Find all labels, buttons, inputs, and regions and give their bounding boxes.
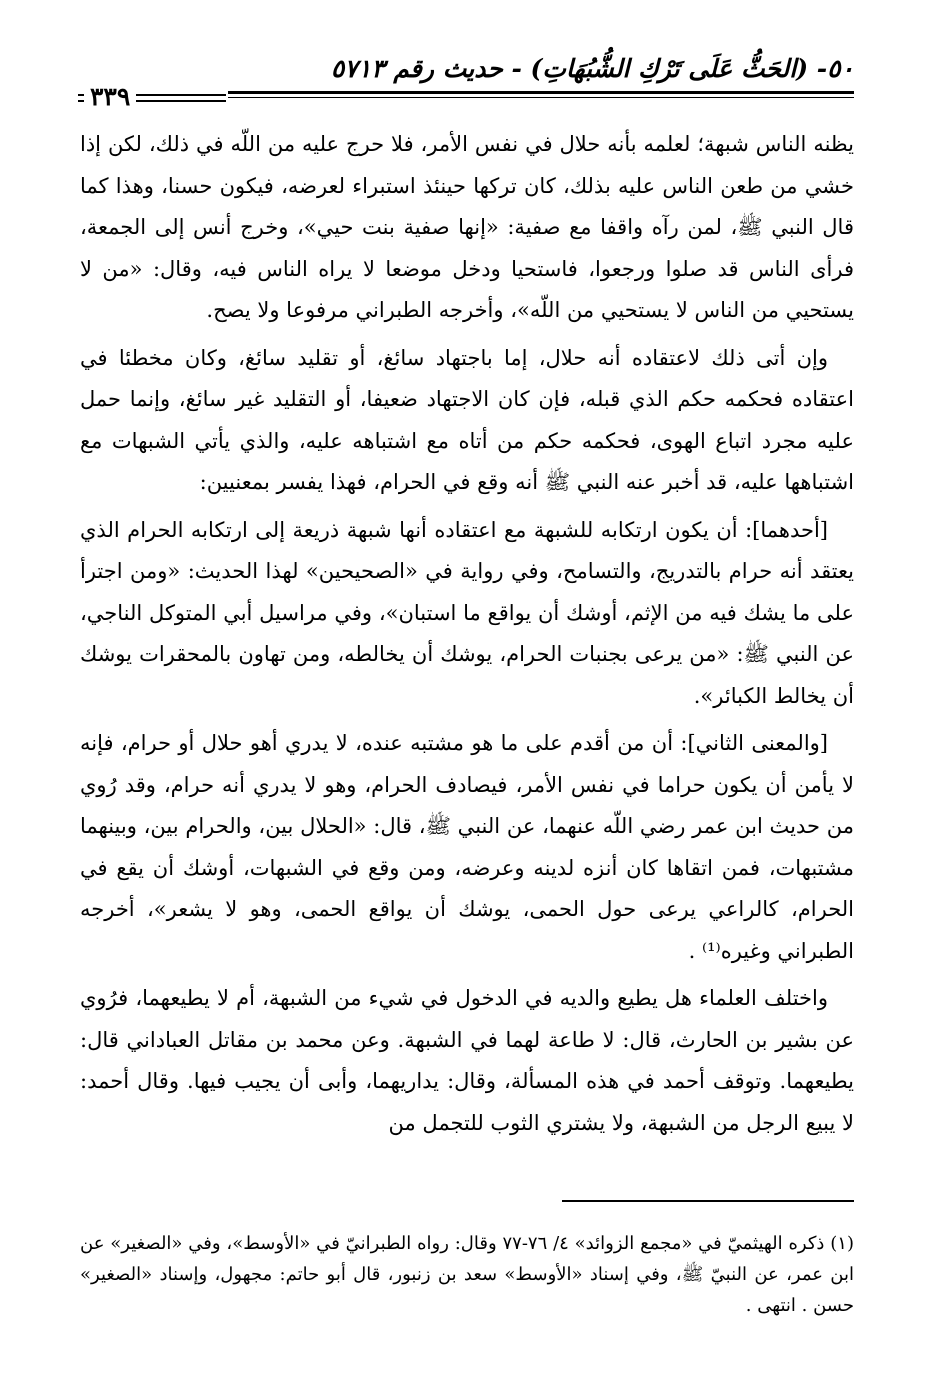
page-number: ٣٣٩	[84, 82, 136, 111]
header-rule-thin	[228, 97, 854, 98]
paragraph: يظنه الناس شبهة؛ لعلمه بأنه حلال في نفس الأمر، فلا حرج عليه من اللّه في ذلك، لكن إذا خشي من طعن الناس عليه بذلك، كان تركها حينئذ استبراء لعرضه، فيكون حسنا، وهذا كما قال النبي ﷺ، لمن رآه واقفا مع صفية: «إنها صفية بنت حيي»، وخرج أنس إلى الجمعة، فرأى الناس قد صلوا ورجعوا، فاستحيا ودخل موضعا لا يراه الناس فيه، وقال: «من لا يستحيي من الناس لا يستحيي من اللّه»، وأخرجه الطبراني مرفوعا ولا يصح.	[80, 132, 854, 322]
footnote: (١) ذكره الهيثميّ في «مجمع الزوائد» ٤/ ٧٦-٧٧ وقال: رواه الطبرانيّ في «الأوسط»، وفي «الصغير» عن ابن عمر، عن النبيّ ﷺ، وفي إسناد «الأوسط» سعد بن زنبور، قال أبو حاتم: مجهول، وإسناد «الصغير» حسن . انتهى .	[80, 1233, 854, 1316]
paragraph: واختلف العلماء هل يطيع والديه في الدخول في شيء من الشبهة، أم لا يطيعهما، فرُوي عن بشير بن الحارث، قال: لا طاعة لهما في الشبهة. وعن محمد بن مقاتل العباداني قال: يطيعهما. وتوقف أحمد في هذه المسألة، وقال: يداريهما، وأبى أن يجيب فيها. وقال أحمد: لا يبيع الرجل من الشبهة، ولا يشتري الثوب للتجمل من	[80, 986, 854, 1135]
chapter-title: ٥٠- (الحَثُّ عَلَى تَرْكِ الشُّبُهَاتِ) - حديث رقم ٥٧١٣	[330, 54, 854, 83]
paragraph: [والمعنى الثاني]: أن من أقدم على ما هو مشتبه عنده، لا يدري أهو حلال أو حرام، فإنه لا يأمن أن يكون حراما في نفس الأمر، فيصادف الحرام، وهو لا يدري أنه حرام، وقد رُوي من حديث ابن عمر رضي اللّه عنهما، عن النبي ﷺ، قال: «الحلال بين، والحرام بين، وبينهما مشتبهات، فمن اتقاها كان أنزه لدينه وعرضه، ومن وقع في الشبهات، أوشك أن يقع في الحرام، كالراعي يرعى حول الحمى، يوشك أن يواقع الحمى، وهو لا يشعر»، أخرجه الطبراني وغيره⁽¹⁾ .	[80, 731, 854, 963]
paragraph: [أحدهما]: أن يكون ارتكابه للشبهة مع اعتقاده أنها شبهة ذريعة إلى ارتكابه الحرام الذي يعتقد أنه حرام بالتدريج، والتسامح، وفي رواية في «الصحيحين» لهذا الحديث: «ومن اجترأ على ما يشك فيه من الإثم، أوشك أن يواقع ما استبان»، وفي مراسيل أبي المتوكل الناجي، عن النبي ﷺ: «من يرعى بجنبات الحرام، يوشك أن يخالطه، ومن تهاون بالمحقرات يوشك أن يخالط الكبائر».	[80, 517, 854, 708]
running-header	[78, 50, 854, 86]
footnote-separator	[562, 1200, 854, 1202]
header-rule	[228, 91, 854, 94]
footnotes	[80, 1228, 854, 1321]
paragraph: وإن أتى ذلك لاعتقاده أنه حلال، إما باجتهاد سائغ، أو تقليد سائغ، وكان مخطئا في اعتقاده فحكمه حكم الذي قبله، فإن كان الاجتهاد ضعيفا، أو التقليد غير سائغ، وإنما حمل عليه مجرد اتباع الهوى، فحكمه حكم من أتاه مع اشتباهه عليه، والذي يأتي الشبهات مع اشتباهها عليه، قد أخبر عنه النبي ﷺ أنه وقع في الحرام، فهذا يفسر بمعنيين:	[80, 345, 854, 494]
main-text	[80, 124, 854, 1150]
